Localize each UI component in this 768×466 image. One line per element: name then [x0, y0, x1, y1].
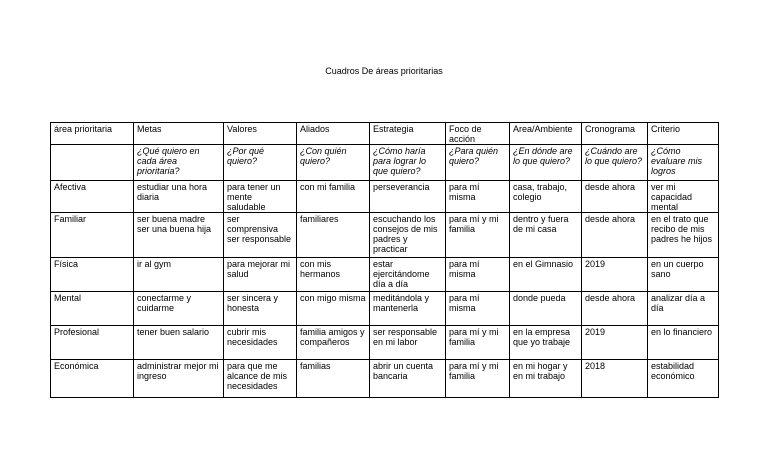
table-cell: con mis hermanos [297, 258, 370, 292]
table-cell: ¿En dónde are lo que quiero? [510, 145, 582, 181]
table-cell: estudiar una hora diaria [134, 181, 224, 213]
table-cell: ¿Para quién quiero? [446, 145, 510, 181]
table-cell: casa, trabajo, colegio [510, 181, 582, 213]
table-cell: ver mi capacidad mental [648, 181, 719, 213]
table-cell: en el trato que recibo de mis padres he hijos [648, 213, 719, 258]
table-cell: ser buena madre ser una buena hija [134, 213, 224, 258]
table-cell: Aliados [297, 123, 370, 145]
table-cell: administrar mejor mi ingreso [134, 360, 224, 398]
table-cell: Familiar [51, 213, 134, 258]
question-row [51, 145, 719, 181]
table-cell: para mí y mi familia [446, 213, 510, 258]
table-cell: ¿Por qué quiero? [224, 145, 297, 181]
table-cell: Area/Ambiente [510, 123, 582, 145]
table-row [51, 181, 719, 213]
table-cell: Criterio [648, 123, 719, 145]
table-cell: Cronograma [582, 123, 648, 145]
table-row [51, 326, 719, 360]
table-cell: para mí y mi familia [446, 360, 510, 398]
table-row [51, 213, 719, 258]
table-cell: ¿Cómo haría para lograr lo que quiero? [370, 145, 446, 181]
table-cell: analizar día a día [648, 292, 719, 326]
table-cell: ¿Con quién quiero? [297, 145, 370, 181]
table-cell: Metas [134, 123, 224, 145]
table-cell: conectarme y cuidarme [134, 292, 224, 326]
table-cell: familiares [297, 213, 370, 258]
table-cell: desde ahora [582, 181, 648, 213]
table-cell: ¿Cuándo are lo que quiero? [582, 145, 648, 181]
table-cell: Afectiva [51, 181, 134, 213]
table-cell: para que me alcance de mis necesidades [224, 360, 297, 398]
table-cell: con mi familia [297, 181, 370, 213]
table-cell: 2019 [582, 258, 648, 292]
table-cell: en la empresa que yo trabaje [510, 326, 582, 360]
table-cell: estabilidad económico [648, 360, 719, 398]
table-cell: en mi hogar y en mi trabajo [510, 360, 582, 398]
table-cell: Valores [224, 123, 297, 145]
table-cell: meditándola y mantenerla [370, 292, 446, 326]
table-cell: cubrir mis necesidades [224, 326, 297, 360]
table-cell: área prioritaria [51, 123, 134, 145]
table-cell: ¿Qué quiero en cada área prioritaria? [134, 145, 224, 181]
table-cell: donde pueda [510, 292, 582, 326]
table-cell: 2018 [582, 360, 648, 398]
table-cell [51, 145, 134, 181]
table-cell: para mí misma [446, 181, 510, 213]
table-cell: en un cuerpo sano [648, 258, 719, 292]
table-cell: familias [297, 360, 370, 398]
header-row [51, 123, 719, 145]
table-cell: dentro y fuera de mi casa [510, 213, 582, 258]
table-cell: perseverancia [370, 181, 446, 213]
table-cell: para mejorar mi salud [224, 258, 297, 292]
table-cell: 2019 [582, 326, 648, 360]
table-row [51, 292, 719, 326]
table-cell: desde ahora [582, 292, 648, 326]
table-cell: ser sincera y honesta [224, 292, 297, 326]
table-cell: Económica [51, 360, 134, 398]
table-cell: Foco de acción [446, 123, 510, 145]
table-cell: escuchando los consejos de mis padres y practicar [370, 213, 446, 258]
table-row [51, 360, 719, 398]
table-cell: ir al gym [134, 258, 224, 292]
document-title: Cuadros De áreas prioritarias [325, 66, 443, 76]
table-cell: desde ahora [582, 213, 648, 258]
table-cell: estar ejercitándome día a día [370, 258, 446, 292]
table-cell: ser comprensiva ser responsable [224, 213, 297, 258]
table-cell: abrir un cuenta bancaria [370, 360, 446, 398]
table-cell: tener buen salario [134, 326, 224, 360]
table-cell: en el Gimnasio [510, 258, 582, 292]
table-cell: para mí misma [446, 258, 510, 292]
table-cell: para mí misma [446, 292, 510, 326]
table-cell: Estrategia [370, 123, 446, 145]
table-cell: familia amigos y compañeros [297, 326, 370, 360]
table-cell: ser responsable en mi labor [370, 326, 446, 360]
table-cell: ¿Cómo evaluare mis logros [648, 145, 719, 181]
table-cell: Profesional [51, 326, 134, 360]
table-cell: Mental [51, 292, 134, 326]
table-row [51, 258, 719, 292]
table-cell: para tener un mente saludable [224, 181, 297, 213]
table-cell: para mí y mi familia [446, 326, 510, 360]
priority-areas-table [50, 122, 719, 398]
table-cell: con migo misma [297, 292, 370, 326]
table-cell: en lo financiero [648, 326, 719, 360]
table-cell: Física [51, 258, 134, 292]
